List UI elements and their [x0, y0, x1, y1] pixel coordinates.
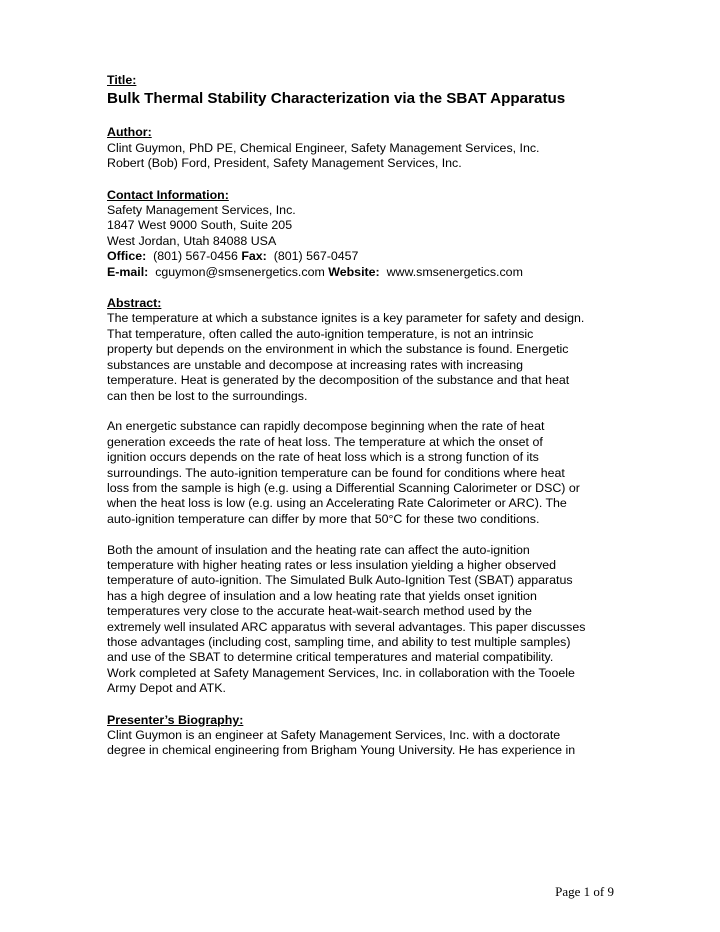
contact-section	[107, 188, 607, 280]
text-line: ignition occurs depends on the rate of heat loss which is a strong function of its	[107, 450, 539, 465]
text-line: and use of the SBAT to determine critical temperatures and material compatibility.	[107, 650, 554, 665]
text-line: auto-ignition temperature can differ by more that 50°C for these two conditions.	[107, 511, 540, 526]
abstract-label: Abstract:	[107, 296, 162, 311]
website-label: Website:	[328, 264, 380, 279]
text-line: property but depends on the environment in which the substance is found. Energetic	[107, 342, 569, 357]
text-line: temperatures very close to the accurate heat-wait-search method used by the	[107, 604, 532, 619]
contact-email-line	[107, 265, 607, 280]
office-label: Office:	[107, 249, 147, 264]
text-line: surroundings. The auto-ignition temperature can be found for conditions where heat	[107, 465, 565, 480]
biography-section	[107, 713, 607, 759]
text-line: That temperature, often called the auto-ignition temperature, is not an intrinsic	[107, 326, 534, 341]
email-value: cguymon@smsenergetics.com	[155, 264, 325, 279]
fax-value: (801) 567-0457	[273, 249, 359, 264]
abstract-paragraph	[107, 311, 607, 403]
text-line: temperature with higher heating rates or less insulation yielding a higher observed	[107, 557, 557, 572]
text-line: Clint Guymon is an engineer at Safety Management Services, Inc. with a doctorate	[107, 728, 561, 742]
contact-city: West Jordan, Utah 84088 USA	[107, 233, 277, 248]
abstract-section	[107, 296, 607, 697]
biography-label: Presenter’s Biography:	[107, 712, 244, 727]
document-page	[107, 73, 607, 759]
document-title: Bulk Thermal Stability Characterization via the SBAT Apparatus	[107, 90, 566, 108]
contact-company: Safety Management Services, Inc.	[107, 203, 296, 218]
text-line: An energetic substance can rapidly decompose beginning when the rate of heat	[107, 419, 545, 434]
text-line: degree in chemical engineering from Brigham Young University. He has experience in	[107, 743, 576, 758]
text-line: Both the amount of insulation and the heating rate can affect the auto-ignition	[107, 542, 530, 557]
fax-label: Fax:	[241, 249, 267, 264]
text-line: those advantages (including cost, sampling time, and ability to test multiple samples)	[107, 634, 571, 649]
title-section	[107, 73, 607, 109]
website-value: www.smsenergetics.com	[386, 264, 523, 279]
text-line: substances are unstable and decompose at increasing rates with increasing	[107, 357, 524, 372]
author-line: Clint Guymon, PhD PE, Chemical Engineer, Safety Management Services, Inc.	[107, 140, 540, 155]
text-line: when the heat loss is low (e.g. using an Accelerating Rate Calorimeter or ARC). The	[107, 496, 567, 511]
text-line: has a high degree of insulation and a low heating rate that yields onset ignition	[107, 588, 537, 603]
text-line: temperature of auto-ignition. The Simulated Bulk Auto-Ignition Test (SBAT) apparatus	[107, 573, 573, 588]
author-line: Robert (Bob) Ford, President, Safety Management Services, Inc.	[107, 156, 462, 171]
text-line: The temperature at which a substance ignites is a key parameter for safety and design.	[107, 311, 585, 326]
text-line: generation exceeds the rate of heat loss. The temperature at which the onset of	[107, 434, 543, 449]
text-line: temperature. Heat is generated by the decomposition of the substance and that heat	[107, 373, 570, 388]
email-label: E-mail:	[107, 264, 149, 279]
author-label: Author:	[107, 125, 152, 140]
text-line: can then be lost to the surroundings.	[107, 388, 308, 403]
text-line: loss from the sample is high (e.g. using a Differential Scanning Calorimeter or DSC) or	[107, 480, 580, 495]
contact-street: 1847 West 9000 South, Suite 205	[107, 218, 293, 233]
abstract-paragraph	[107, 419, 607, 527]
office-value: (801) 567-0456	[153, 249, 238, 264]
contact-phone-line	[107, 249, 607, 264]
text-line: extremely well insulated ARC apparatus with several advantages. This paper discusses	[107, 619, 586, 634]
abstract-paragraph	[107, 543, 607, 697]
title-label: Title:	[107, 73, 137, 87]
text-line: Army Depot and ATK.	[107, 681, 226, 696]
text-line: Work completed at Safety Management Services, Inc. in collaboration with the Tooele	[107, 665, 575, 680]
contact-label: Contact Information:	[107, 187, 229, 202]
author-section	[107, 125, 607, 171]
page-number: Page 1 of 9	[555, 884, 614, 899]
